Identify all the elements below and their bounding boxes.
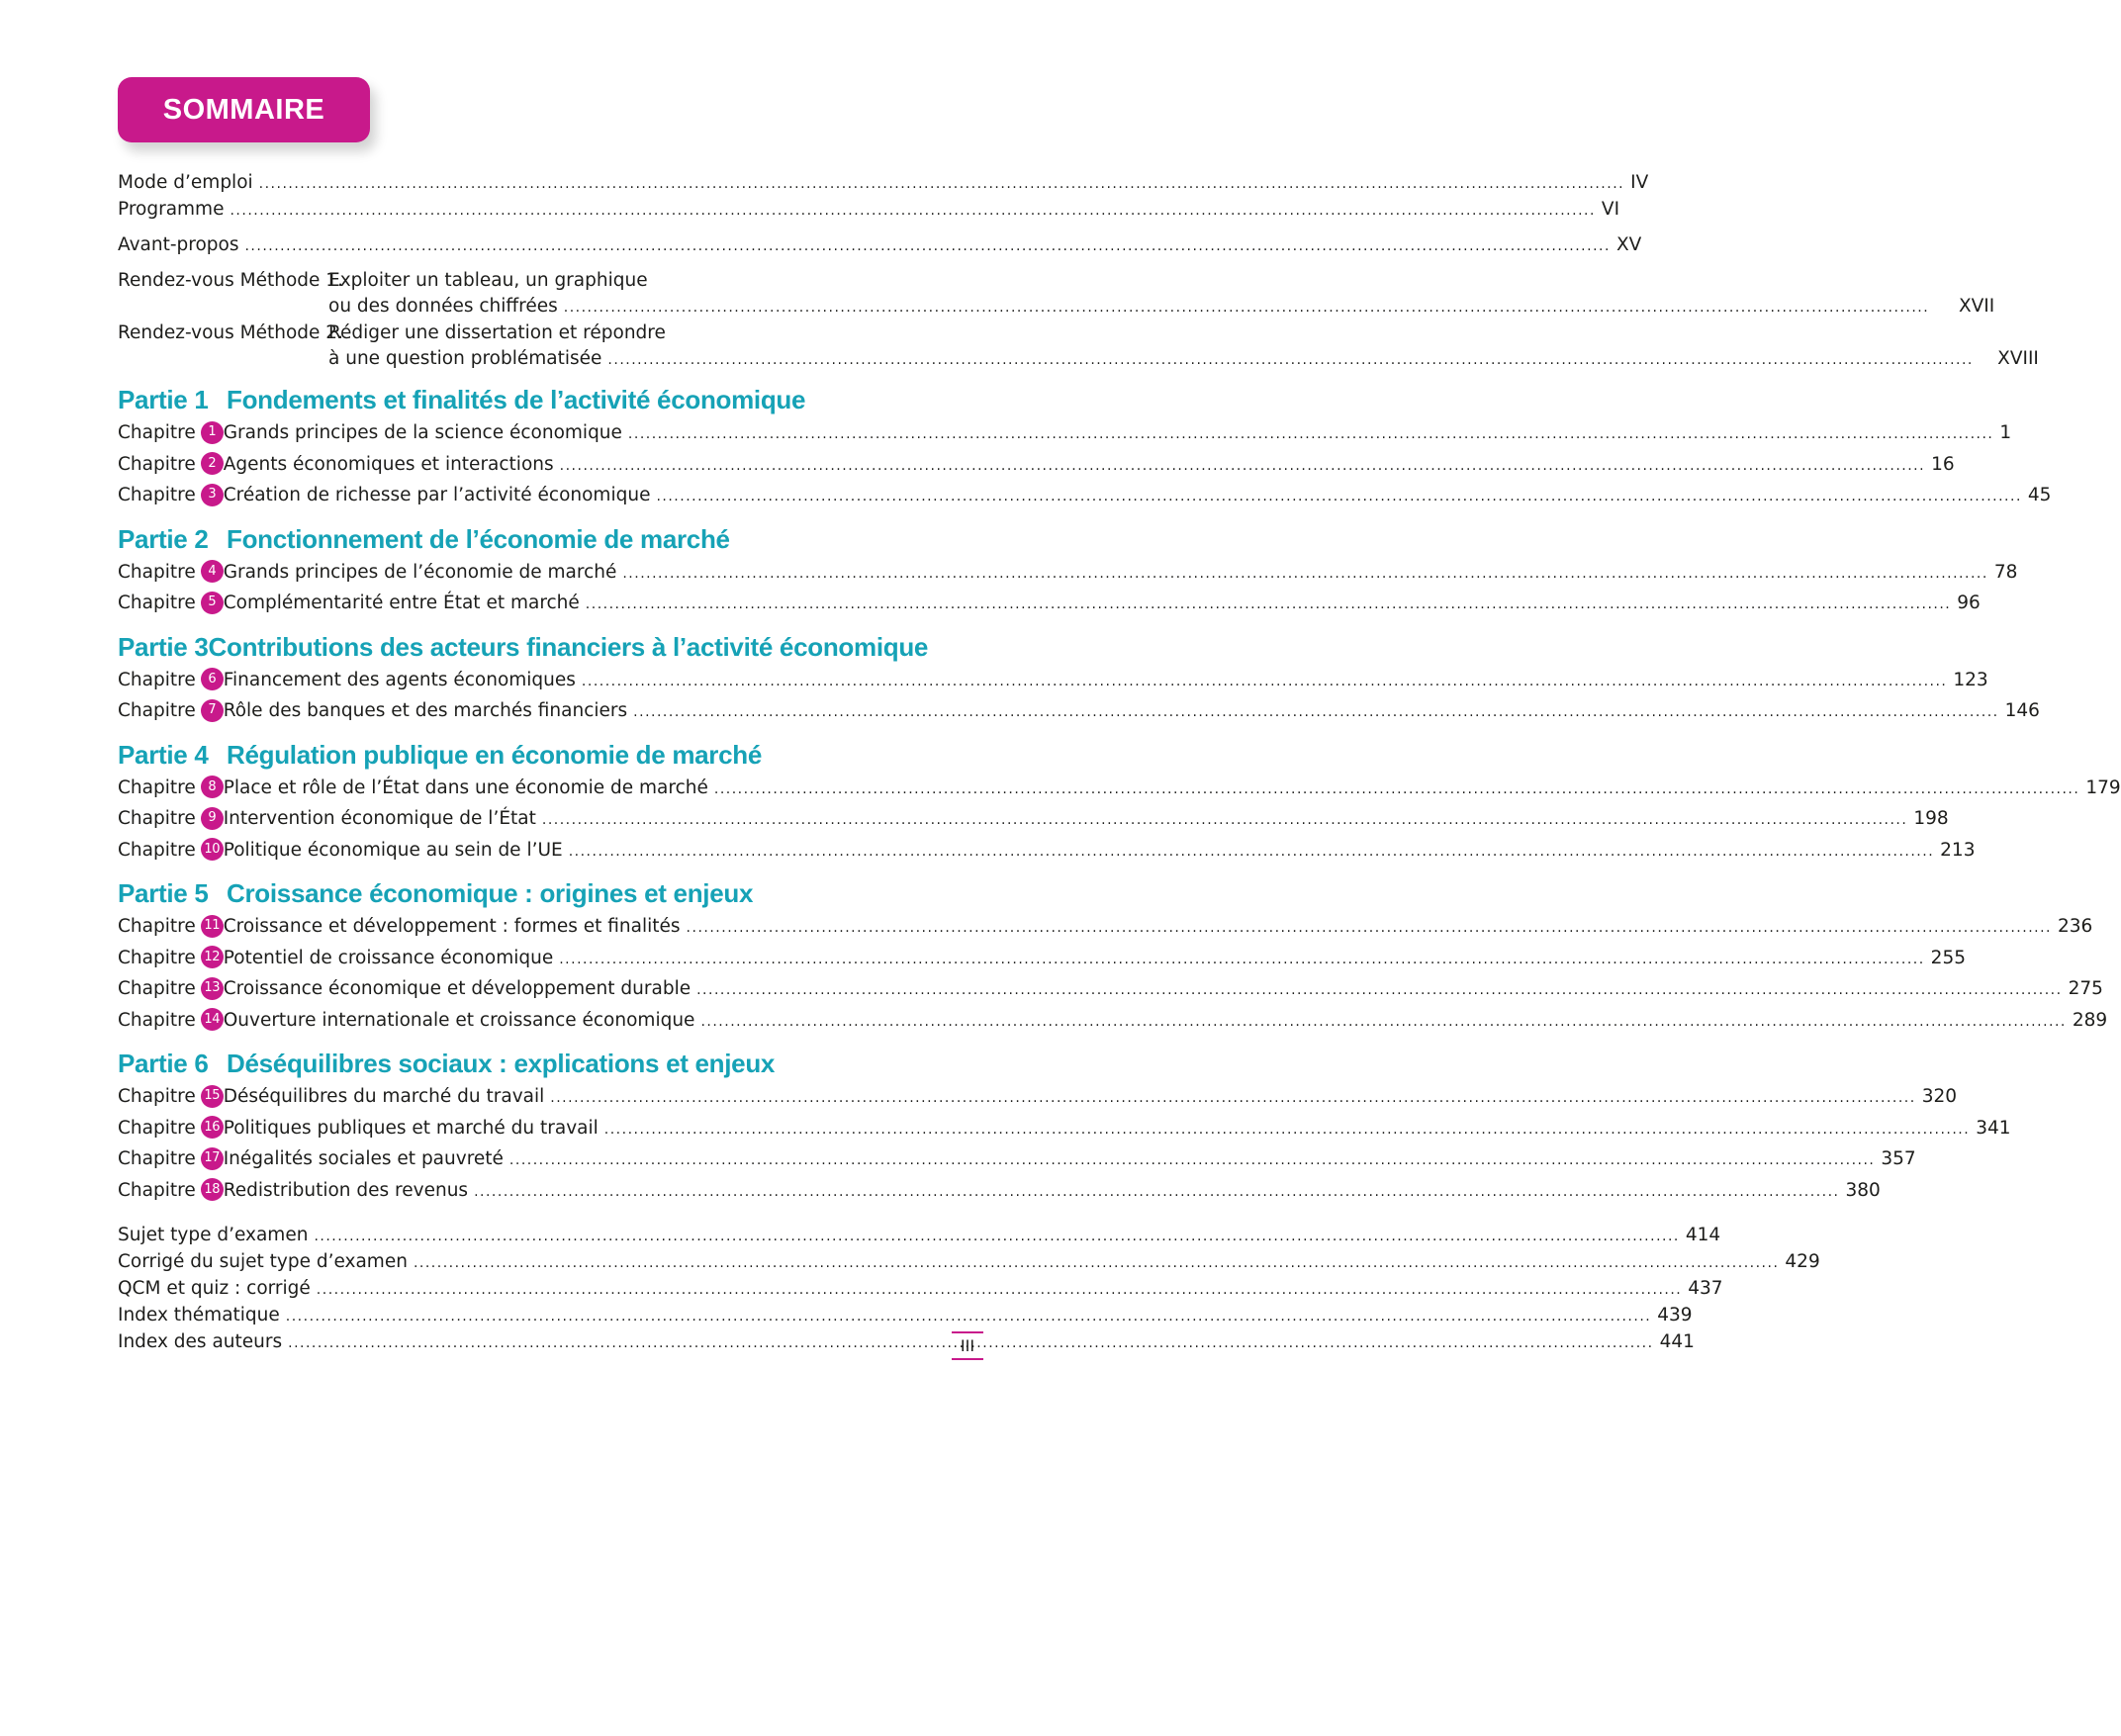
chapter-entry[interactable]	[118, 450, 1955, 482]
chapter-word: Chapitre	[118, 1009, 196, 1031]
chapter-prefix	[118, 1144, 224, 1175]
leader-dots	[700, 1007, 2066, 1038]
chapter-prefix	[118, 1006, 224, 1037]
chapter-entry[interactable]	[118, 944, 1966, 975]
chapter-word: Chapitre	[118, 453, 196, 475]
toc-entry-sujet-type[interactable]	[118, 1223, 1721, 1249]
chapter-number-badge: 1	[201, 421, 224, 444]
leader-dots	[604, 1115, 1970, 1145]
chapter-entry[interactable]	[118, 589, 1981, 620]
page-number-text: III	[960, 1336, 975, 1355]
chapter-number-badge: 8	[201, 776, 224, 798]
chapter-prefix	[118, 1114, 224, 1144]
part-number: Partie 4	[118, 739, 209, 770]
chapter-prefix	[118, 696, 224, 727]
chapter-word: Chapitre	[118, 1148, 196, 1169]
chapter-prefix	[118, 912, 224, 943]
chapter-number-badge: 4	[201, 560, 224, 583]
chapter-word: Chapitre	[118, 777, 196, 798]
chapter-title: Agents économiques et interactions	[223, 453, 554, 475]
leader-dots	[564, 295, 1929, 320]
chapter-number-badge: 2	[201, 452, 224, 475]
chapter-entry[interactable]	[118, 1006, 2108, 1038]
chapter-prefix	[118, 418, 224, 449]
page-number	[952, 1331, 983, 1360]
toc-entry-page: IV	[1630, 172, 1649, 193]
chapter-word: Chapitre	[118, 839, 196, 861]
leader-dots	[687, 913, 2052, 944]
leader-dots	[474, 1177, 1839, 1208]
toc-entry-avant-propos[interactable]	[118, 232, 1642, 259]
chapter-word: Chapitre	[118, 978, 196, 999]
chapter-number-badge: 14	[201, 1008, 224, 1031]
part-heading-5[interactable]	[118, 876, 889, 910]
chapter-page: 198	[1913, 808, 1949, 829]
leader-dots	[696, 975, 2062, 1006]
chapter-title: Redistribution des revenus	[223, 1179, 469, 1201]
toc-entry-label: Index des auteurs	[118, 1331, 283, 1352]
leader-dots	[550, 1083, 1915, 1114]
leader-dots	[586, 590, 1951, 620]
parts-list	[118, 383, 2121, 1207]
chapter-title: Politiques publiques et marché du travail	[223, 1117, 599, 1139]
part-heading-6[interactable]	[118, 1047, 889, 1080]
chapter-title: Croissance et développement : formes et finalités	[223, 916, 681, 937]
toc-entry-label: Mode d’emploi	[118, 172, 253, 193]
leader-dots	[714, 775, 2079, 805]
leader-dots	[286, 1304, 1651, 1329]
part-title: Déséquilibres sociaux : explications et enjeux	[227, 1049, 776, 1078]
chapter-entry[interactable]	[118, 836, 1976, 868]
leader-dots	[317, 1277, 1682, 1303]
chapter-entry[interactable]	[118, 912, 2093, 944]
chapter-entry[interactable]	[118, 1082, 1958, 1114]
part-number: Partie 1	[118, 385, 209, 414]
leader-dots	[559, 945, 1924, 975]
chapter-title: Place et rôle de l’État dans une économie de marché	[223, 777, 708, 798]
front-matter	[118, 170, 2039, 373]
toc-entry-mode-emploi[interactable]	[118, 170, 1649, 197]
toc-entry-page: XVIII	[1997, 348, 2039, 369]
chapter-number-badge: 6	[201, 668, 224, 690]
chapter-number-badge: 11	[201, 915, 224, 938]
leader-dots	[622, 559, 1987, 590]
chapter-prefix	[118, 589, 224, 619]
chapter-page: 78	[1993, 561, 2018, 583]
toc-entry-label: Programme	[118, 199, 225, 220]
part-number: Partie 6	[118, 1049, 209, 1078]
toc-entry-label: Avant-propos	[118, 234, 239, 255]
chapter-page: 45	[2027, 485, 2052, 505]
toc-entry-label: Sujet type d’examen	[118, 1225, 309, 1245]
table-of-contents	[118, 170, 2121, 1356]
rdv-line2: ou des données chiffrées	[328, 296, 558, 317]
rdv-line1: Rédiger une dissertation et répondre	[328, 322, 666, 343]
chapter-entry[interactable]	[118, 558, 2018, 590]
chapter-prefix	[118, 1176, 224, 1207]
chapter-prefix	[118, 804, 224, 835]
leader-dots	[244, 233, 1610, 259]
chapter-title: Complémentarité entre État et marché	[223, 593, 580, 613]
chapter-page: 289	[2072, 1009, 2108, 1031]
chapter-number-badge: 13	[201, 977, 224, 1000]
chapter-page: 380	[1845, 1179, 1881, 1201]
chapter-number-badge: 5	[201, 592, 224, 614]
toc-entry-page: 441	[1659, 1331, 1695, 1352]
chapter-page: 255	[1930, 947, 1966, 968]
toc-entry-label: Corrigé du sujet type d’examen	[118, 1251, 408, 1272]
part-title: Fonctionnement de l’économie de marché	[227, 523, 730, 554]
chapter-word: Chapitre	[118, 700, 196, 721]
toc-entry-page: 437	[1688, 1278, 1723, 1299]
part-title: Régulation publique en économie de marché	[227, 739, 763, 770]
leader-dots	[560, 451, 1925, 482]
toc-entry-label: Index thématique	[118, 1305, 280, 1325]
chapter-number-badge: 16	[201, 1116, 224, 1139]
leader-dots	[633, 697, 1998, 728]
chapter-prefix	[118, 774, 224, 804]
chapter-entry[interactable]	[118, 974, 2103, 1006]
chapter-entry[interactable]	[118, 696, 2040, 728]
toc-entry-page: 429	[1785, 1251, 1820, 1272]
leader-dots	[582, 667, 1947, 697]
chapter-prefix	[118, 666, 224, 696]
toc-entry-rdv-methode-2[interactable]	[118, 320, 2039, 373]
chapter-page: 341	[1976, 1117, 2011, 1139]
chapter-prefix	[118, 450, 224, 481]
chapter-word: Chapitre	[118, 916, 196, 937]
toc-entry-page: 414	[1685, 1225, 1721, 1245]
part-title: Fondements et finalités de l’activité économique	[227, 385, 806, 414]
chapter-page: 123	[1953, 669, 1988, 690]
chapter-word: Chapitre	[118, 808, 196, 829]
chapter-word: Chapitre	[118, 1086, 196, 1107]
chapter-page: 236	[2058, 916, 2093, 937]
chapter-page: 320	[1921, 1086, 1958, 1107]
chapter-title: Potentiel de croissance économique	[223, 947, 554, 968]
toc-entry-qcm[interactable]	[118, 1276, 1723, 1303]
chapter-entry[interactable]	[118, 666, 1988, 697]
chapter-number-badge: 3	[201, 484, 224, 506]
toc-entry-label: QCM et quiz : corrigé	[118, 1278, 311, 1299]
chapter-page: 357	[1881, 1148, 1916, 1169]
chapter-number-badge: 7	[201, 699, 224, 722]
chapter-page: 275	[2068, 978, 2103, 999]
leader-dots	[230, 198, 1595, 224]
chapter-number-badge: 15	[201, 1085, 224, 1108]
part-number: Partie 2	[118, 523, 209, 554]
chapter-word: Chapitre	[118, 593, 196, 613]
leader-dots	[542, 805, 1907, 836]
chapter-title: Inégalités sociales et pauvreté	[223, 1148, 504, 1169]
chapter-entry[interactable]	[118, 774, 2121, 805]
chapter-title: Rôle des banques et des marchés financiers	[223, 700, 628, 721]
chapter-title: Politique économique au sein de l’UE	[223, 839, 563, 861]
leader-dots	[259, 171, 1624, 197]
chapter-prefix	[118, 836, 224, 867]
chapter-page: 96	[1957, 593, 1981, 613]
leader-dots	[569, 837, 1934, 868]
page-title: SOMMAIRE	[162, 93, 325, 126]
chapter-entry[interactable]	[118, 1144, 1916, 1176]
toc-entry-index-thematique[interactable]	[118, 1303, 1693, 1329]
chapter-word: Chapitre	[118, 1117, 196, 1139]
toc-entry-page: 439	[1657, 1305, 1693, 1325]
sommaire-badge	[118, 77, 370, 142]
chapter-page: 179	[2085, 777, 2121, 798]
chapter-title: Financement des agents économiques	[223, 669, 576, 690]
chapter-entry[interactable]	[118, 1114, 2011, 1145]
toc-entry-programme[interactable]	[118, 197, 1620, 224]
chapter-page: 213	[1940, 839, 1976, 861]
chapter-title: Déséquilibres du marché du travail	[223, 1086, 545, 1107]
chapter-page: 16	[1931, 453, 1955, 475]
part-number: Partie 3	[118, 631, 209, 662]
rdv-line1: Exploiter un tableau, un graphique	[328, 270, 648, 291]
chapter-prefix	[118, 974, 224, 1005]
chapter-prefix	[118, 481, 224, 511]
chapter-number-badge: 12	[201, 946, 224, 968]
chapter-word: Chapitre	[118, 947, 196, 968]
part-heading-4[interactable]	[118, 738, 889, 772]
chapter-number-badge: 10	[201, 838, 224, 861]
part-heading-1[interactable]	[118, 383, 889, 416]
chapter-title: Intervention économique de l’État	[223, 808, 536, 829]
chapter-page: 146	[2004, 700, 2040, 721]
part-heading-2[interactable]	[118, 522, 889, 556]
leader-dots	[509, 1145, 1875, 1176]
chapter-entry[interactable]	[118, 481, 2052, 512]
leader-dots	[656, 482, 2021, 512]
chapter-title: Grands principes de la science économique	[223, 422, 622, 443]
leader-dots	[607, 347, 1973, 373]
chapter-title: Création de richesse par l’activité économique	[223, 485, 651, 505]
chapter-prefix	[118, 558, 224, 589]
chapter-title: Grands principes de l’économie de marché	[223, 561, 617, 583]
chapter-word: Chapitre	[118, 669, 196, 690]
chapter-number-badge: 9	[201, 807, 224, 830]
part-number: Partie 5	[118, 878, 209, 908]
toc-entry-corrige-sujet[interactable]	[118, 1249, 1820, 1276]
chapter-word: Chapitre	[118, 485, 196, 505]
chapter-word: Chapitre	[118, 1179, 196, 1201]
chapter-title: Croissance économique et développement durable	[223, 978, 692, 999]
part-title: Croissance économique : origines et enjeux	[227, 878, 754, 908]
toc-entry-page: XV	[1615, 234, 1642, 255]
chapter-number-badge: 17	[201, 1147, 224, 1170]
chapter-entry[interactable]	[118, 418, 2012, 450]
chapter-page: 1	[1999, 422, 2012, 443]
toc-entry-page: XVII	[1958, 296, 1995, 317]
chapter-word: Chapitre	[118, 561, 196, 583]
rdv-prefix: Rendez-vous Méthode 1.	[118, 270, 343, 291]
toc-entry-rdv-methode-1[interactable]	[118, 268, 1995, 320]
part-title: Contributions des acteurs financiers à l’activité économique	[208, 631, 929, 662]
chapter-word: Chapitre	[118, 422, 196, 443]
leader-dots	[314, 1224, 1679, 1249]
chapter-prefix	[118, 944, 224, 974]
chapter-prefix	[118, 1082, 224, 1113]
rdv-line2: à une question problématisée	[328, 348, 602, 369]
chapter-title: Ouverture internationale et croissance économique	[223, 1009, 695, 1031]
chapter-number-badge: 18	[201, 1178, 224, 1201]
chapter-entry[interactable]	[118, 1176, 1881, 1208]
leader-dots	[628, 419, 1993, 450]
leader-dots	[414, 1250, 1779, 1276]
part-heading-3[interactable]	[118, 630, 929, 664]
toc-entry-page: VI	[1601, 199, 1620, 220]
rdv-prefix: Rendez-vous Méthode 2.	[118, 322, 343, 343]
chapter-entry[interactable]	[118, 804, 1949, 836]
